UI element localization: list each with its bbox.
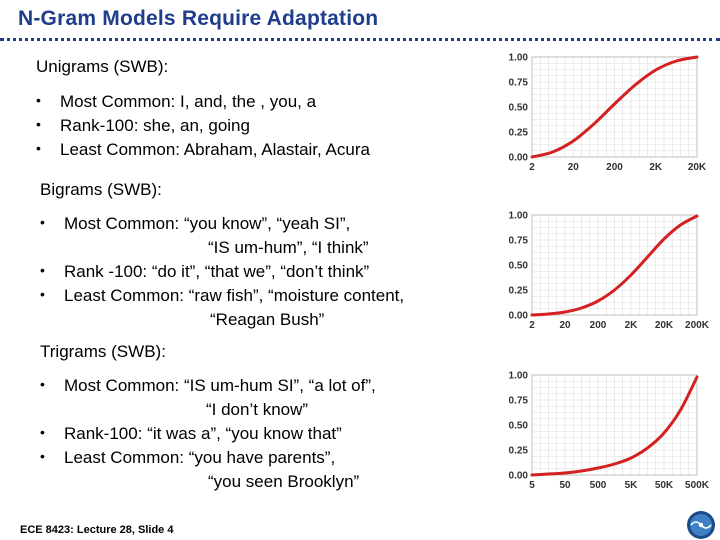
bullet-text: Rank-100: “it was a”, “you know that”	[64, 424, 342, 443]
y-tick-label: 0.00	[508, 310, 528, 322]
x-tick-label: 50K	[654, 480, 674, 491]
slide-title: N-Gram Models Require Adaptation	[18, 7, 379, 30]
chart-trigram-cumulative	[500, 368, 709, 498]
bullet-continuation: “IS um-hum”, “I think”	[208, 238, 369, 257]
chart-unigram-cumulative	[500, 50, 705, 180]
bullet-continuation: “Reagan Bush”	[210, 310, 325, 329]
y-tick-label: 0.75	[508, 77, 528, 89]
x-tick-label: 2K	[624, 320, 638, 331]
y-tick-label: 0.25	[508, 445, 528, 457]
x-tick-label: 2	[529, 162, 535, 173]
x-tick-label: 200K	[685, 320, 709, 331]
bullet-dot-icon: •	[36, 140, 41, 156]
x-tick-label: 5	[529, 480, 535, 491]
x-tick-label: 20K	[687, 162, 707, 173]
y-tick-label: 0.50	[508, 420, 528, 432]
section-heading-bigrams: Bigrams (SWB):	[40, 180, 162, 199]
bullet-text: Least Common: “you have parents”,	[64, 448, 336, 467]
bullet-dot-icon: •	[40, 376, 45, 392]
x-tick-label: 50	[559, 480, 571, 491]
y-tick-label: 0.00	[508, 152, 528, 164]
y-tick-label: 0.75	[508, 235, 528, 247]
bullet-dot-icon: •	[36, 116, 41, 132]
y-tick-label: 0.50	[508, 260, 528, 272]
y-tick-label: 0.25	[508, 285, 528, 297]
bullet-dot-icon: •	[40, 424, 45, 440]
chart-bigram-cumulative	[500, 208, 709, 338]
bullet-text: Least Common: Abraham, Alastair, Acura	[60, 140, 370, 159]
y-tick-label: 1.00	[508, 52, 528, 64]
section-heading-unigrams: Unigrams (SWB):	[36, 57, 169, 76]
section-heading-trigrams: Trigrams (SWB):	[40, 342, 166, 361]
y-tick-label: 0.50	[508, 102, 528, 114]
bullet-text: Most Common: “IS um-hum SI”, “a lot of”,	[64, 376, 376, 395]
bullet-dot-icon: •	[40, 214, 45, 230]
x-tick-label: 500K	[685, 480, 709, 491]
y-tick-label: 1.00	[508, 210, 528, 222]
bullet-text: Most Common: “you know”, “yeah SI”,	[64, 214, 351, 233]
bullet-text: Rank -100: “do it”, “that we”, “don’t think”	[64, 262, 370, 281]
bullet-dot-icon: •	[40, 448, 45, 464]
bullet-text: Most Common: I, and, the , you, a	[60, 92, 317, 111]
x-tick-label: 2	[529, 320, 535, 331]
university-logo-icon	[686, 510, 716, 540]
bullet-dot-icon: •	[40, 286, 45, 302]
x-tick-label: 2K	[649, 162, 663, 173]
bullet-continuation: “I don’t know”	[206, 400, 309, 419]
y-tick-label: 0.00	[508, 470, 528, 482]
x-tick-label: 200	[589, 320, 607, 331]
x-tick-label: 5K	[624, 480, 638, 491]
bullet-continuation: “you seen Brooklyn”	[208, 472, 360, 491]
x-tick-label: 200	[606, 162, 623, 173]
y-tick-label: 0.25	[508, 127, 528, 139]
y-tick-label: 0.75	[508, 395, 528, 407]
x-tick-label: 20K	[654, 320, 674, 331]
bullet-dot-icon: •	[40, 262, 45, 278]
y-tick-label: 1.00	[508, 370, 528, 382]
bullet-dot-icon: •	[36, 92, 41, 108]
x-tick-label: 20	[559, 320, 571, 331]
x-tick-label: 20	[567, 162, 579, 173]
bullet-text: Rank-100: she, an, going	[60, 116, 250, 135]
title-divider	[0, 38, 720, 41]
x-tick-label: 500	[589, 480, 607, 491]
slide-footer: ECE 8423: Lecture 28, Slide 4	[20, 524, 174, 536]
bullet-text: Least Common: “raw fish”, “moisture content,	[64, 286, 405, 305]
